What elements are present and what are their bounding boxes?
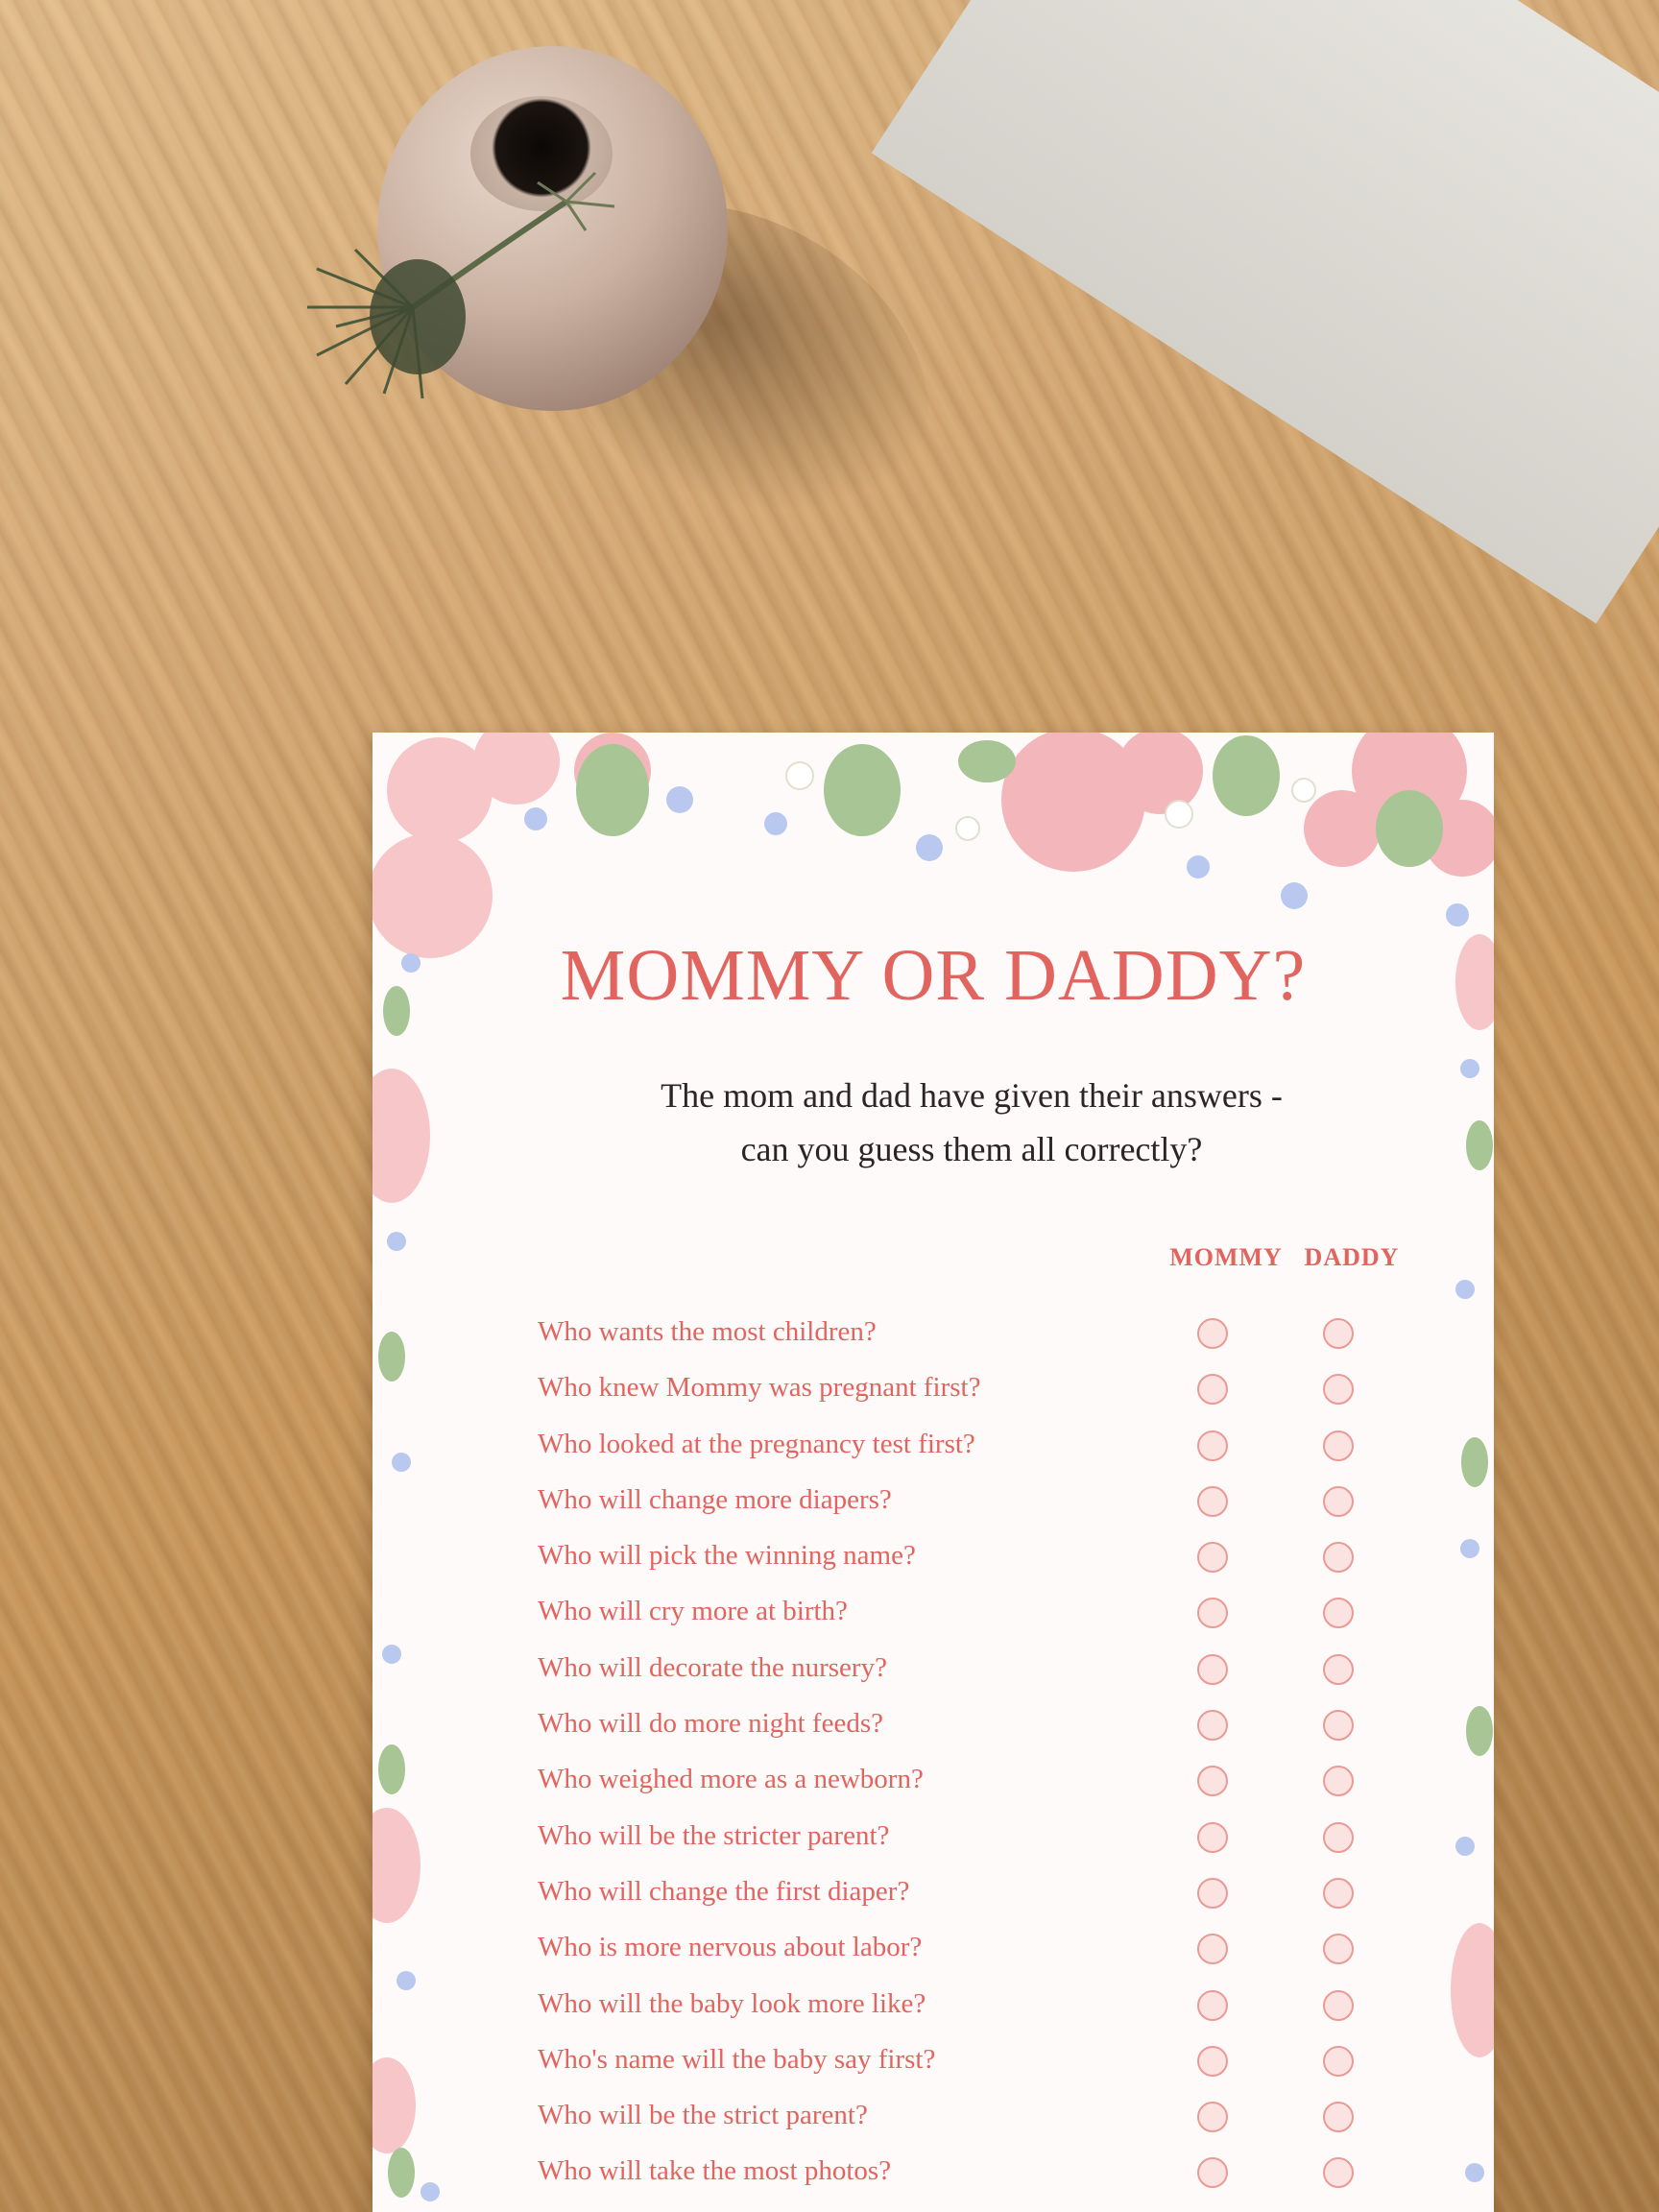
daddy-radio[interactable] xyxy=(1323,1431,1354,1461)
mommy-radio[interactable] xyxy=(1197,2102,1228,2132)
mommy-radio[interactable] xyxy=(1197,1822,1228,1853)
daddy-radio[interactable] xyxy=(1323,2102,1354,2132)
mommy-radio[interactable] xyxy=(1197,1654,1228,1685)
mommy-radio[interactable] xyxy=(1197,2046,1228,2077)
daddy-radio[interactable] xyxy=(1323,1766,1354,1796)
question-text: Who will pick the winning name? xyxy=(538,1540,916,1572)
question-row xyxy=(538,1364,1459,1420)
question-text: Who will do more night feeds? xyxy=(538,1708,883,1740)
subtitle xyxy=(545,1069,1398,1176)
column-header-mommy: MOMMY xyxy=(1169,1243,1283,1271)
mommy-radio[interactable] xyxy=(1197,1710,1228,1741)
game-sheet xyxy=(373,733,1494,2212)
question-row xyxy=(538,2092,1459,2148)
question-text: Who will be the strict parent? xyxy=(538,2100,868,2131)
mommy-radio[interactable] xyxy=(1197,1598,1228,1628)
subtitle-line-1: The mom and dad have given their answers - xyxy=(661,1076,1283,1115)
question-row xyxy=(538,1813,1459,1868)
mommy-radio[interactable] xyxy=(1197,1878,1228,1909)
question-row xyxy=(538,1924,1459,1980)
question-row xyxy=(538,1309,1459,1364)
wall-background xyxy=(872,0,1659,624)
question-text: Who wants the most children? xyxy=(538,1316,877,1347)
daddy-radio[interactable] xyxy=(1323,1374,1354,1405)
mommy-radio[interactable] xyxy=(1197,1934,1228,1964)
question-text: Who will change the first diaper? xyxy=(538,1875,910,1907)
question-row xyxy=(538,1477,1459,1532)
question-list xyxy=(538,1309,1459,2204)
daddy-radio[interactable] xyxy=(1323,1598,1354,1628)
question-row xyxy=(538,1756,1459,1812)
question-row xyxy=(538,1981,1459,2036)
question-row xyxy=(538,1588,1459,1644)
page-title: MOMMY OR DADDY? xyxy=(560,935,1307,1016)
mommy-radio[interactable] xyxy=(1197,1318,1228,1349)
question-text: Who looked at the pregnancy test first? xyxy=(538,1428,975,1459)
column-header-daddy: DADDY xyxy=(1304,1243,1400,1271)
floral-border-left xyxy=(373,925,507,2212)
mommy-radio[interactable] xyxy=(1197,1766,1228,1796)
floral-border-top xyxy=(373,733,1494,963)
daddy-radio[interactable] xyxy=(1323,1934,1354,1964)
question-text: Who will be the stricter parent? xyxy=(538,1819,890,1851)
daddy-radio[interactable] xyxy=(1323,1878,1354,1909)
daddy-radio[interactable] xyxy=(1323,1486,1354,1517)
question-text: Who will the baby look more like? xyxy=(538,1987,926,2019)
question-text: Who is more nervous about labor? xyxy=(538,1932,923,1963)
question-row xyxy=(538,2036,1459,2092)
question-row xyxy=(538,1421,1459,1477)
mommy-radio[interactable] xyxy=(1197,1486,1228,1517)
daddy-radio[interactable] xyxy=(1323,1318,1354,1349)
question-text: Who knew Mommy was pregnant first? xyxy=(538,1372,981,1404)
question-row xyxy=(538,2148,1459,2203)
question-text: Who will change more diapers? xyxy=(538,1483,892,1515)
question-row xyxy=(538,1645,1459,1700)
daddy-radio[interactable] xyxy=(1323,1654,1354,1685)
daddy-radio[interactable] xyxy=(1323,2046,1354,2077)
daddy-radio[interactable] xyxy=(1323,1710,1354,1741)
daddy-radio[interactable] xyxy=(1323,1542,1354,1573)
mommy-radio[interactable] xyxy=(1197,2157,1228,2188)
question-row xyxy=(538,1532,1459,1588)
question-text: Who will cry more at birth? xyxy=(538,1596,848,1627)
thistle-sprig xyxy=(278,163,643,413)
question-text: Who weighed more as a newborn? xyxy=(538,1764,924,1795)
daddy-radio[interactable] xyxy=(1323,1822,1354,1853)
daddy-radio[interactable] xyxy=(1323,2157,1354,2188)
mommy-radio[interactable] xyxy=(1197,1542,1228,1573)
subtitle-line-2: can you guess them all correctly? xyxy=(740,1130,1203,1168)
mommy-radio[interactable] xyxy=(1197,1374,1228,1405)
question-text: Who will decorate the nursery? xyxy=(538,1651,887,1683)
question-row xyxy=(538,1700,1459,1756)
mommy-radio[interactable] xyxy=(1197,1990,1228,2021)
question-text: Who will take the most photos? xyxy=(538,2155,892,2187)
question-text: Who's name will the baby say first? xyxy=(538,2043,936,2075)
question-row xyxy=(538,1868,1459,1924)
daddy-radio[interactable] xyxy=(1323,1990,1354,2021)
mommy-radio[interactable] xyxy=(1197,1431,1228,1461)
